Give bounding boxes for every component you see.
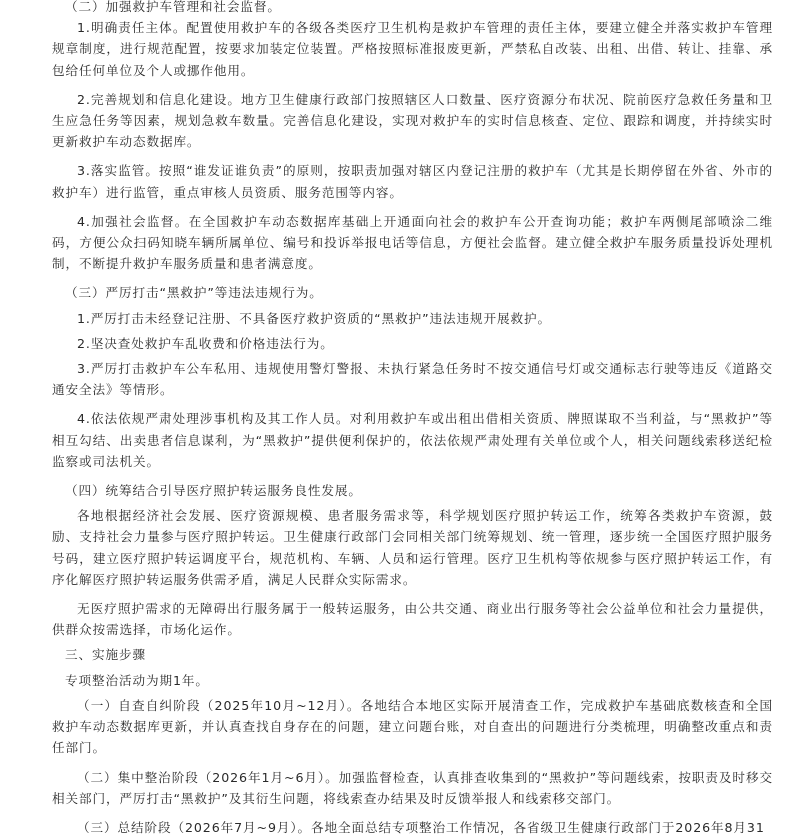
paragraph: 4.依法依规严肃处理涉事机构及其工作人员。对利用救护车或出租出借相关资质、牌照谋取不当利益，与“黑救护”等相互勾结、出卖患者信息谋利，为“黑救护”提供便利保护的，依法依规严肃处理有关单位或个人，相关问题线索移送纪检监察或司法机关。 bbox=[52, 411, 773, 469]
paragraph: 1.严厉打击未经登记注册、不具备医疗救护资质的“黑救护”违法违规开展救护。 bbox=[77, 310, 551, 326]
section-heading: （二）加强救护车管理和社会监督。 bbox=[65, 0, 281, 14]
section-heading: 三、实施步骤 bbox=[65, 647, 146, 663]
paragraph: 专项整治活动为期1年。 bbox=[65, 672, 209, 688]
paragraph: （二）集中整治阶段（2026年1月~6月）。加强监督检查，认真排查收集到的“黑救护”等问题线索，按职责及时移交相关部门，严厉打击“黑救护”及其衍生问题，将线索查办结果及时反馈举报人和线索移交部门。 bbox=[52, 769, 773, 806]
paragraph: 2.坚决查处救护车乱收费和价格违法行为。 bbox=[77, 335, 334, 351]
section-heading: （三）严厉打击“黑救护”等违法违规行为。 bbox=[65, 285, 323, 301]
paragraph: 4.加强社会监督。在全国救护车动态数据库基础上开通面向社会的救护车公开查询功能；救护车两侧尾部喷涂二维码，方便公众扫码知晓车辆所属单位、编号和投诉举报电话等信息，方便社会监督。建立健全救护车服务质量投诉处理机制，不断提升救护车服务质量和患者满意度。 bbox=[52, 213, 773, 272]
paragraph: 1.明确责任主体。配置使用救护车的各级各类医疗卫生机构是救护车管理的责任主体，要建立健全并落实救护车管理规章制度，进行规范配置，按要求加装定位装置。严格按照标准报废更新，严禁私自改装、出租、出借、转让、挂靠、承包给任何单位及个人或挪作他用。 bbox=[52, 20, 773, 78]
section-heading: （四）统筹结合引导医疗照护转运服务良性发展。 bbox=[65, 483, 362, 499]
paragraph: （三）总结阶段（2026年7月~9月）。各地全面总结专项整治工作情况，各省级卫生健康行政部门于2026年8月31 bbox=[77, 819, 765, 835]
paragraph: 3.落实监管。按照“谁发证谁负责”的原则，按职责加强对辖区内登记注册的救护车（尤其是长期停留在外省、外市的救护车）进行监管，重点审核人员资质、服务范围等内容。 bbox=[52, 163, 773, 200]
paragraph: 3.严厉打击救护车公车私用、违规使用警灯警报、未执行紧急任务时不按交通信号灯或交通标志行驶等违反《道路交通安全法》等情形。 bbox=[52, 361, 773, 398]
paragraph: 无医疗照护需求的无障碍出行服务属于一般转运服务，由公共交通、商业出行服务等社会公益单位和社会力量提供，供群众按需选择，市场化运作。 bbox=[52, 601, 773, 638]
paragraph: （一）自查自纠阶段（2025年10月~12月）。各地结合本地区实际开展清查工作，完成救护车基础底数核查和全国救护车动态数据库更新，并认真查找自身存在的问题，建立问题台账，对自查出的问题进行分类梳理，明确整改重点和责任部门。 bbox=[52, 697, 773, 756]
paragraph: 各地根据经济社会发展、医疗资源规模、患者服务需求等，科学规划医疗照护转运工作，统筹各类救护车资源，鼓励、支持社会力量参与医疗照护转运。卫生健康行政部门会同相关部门统筹规划、统一管理，逐步统一全国医疗照护服务号码，建立医疗照护转运调度平台，规范机构、车辆、人员和运行管理。医疗卫生机构等依规参与医疗照护转运工作，有序化解医疗照护转运服务供需矛盾，满足人民群众实际需求。 bbox=[52, 508, 773, 587]
paragraph: 2.完善规划和信息化建设。地方卫生健康行政部门按照辖区人口数量、医疗资源分布状况、院前医疗急救任务量和卫生应急任务等因素，规划急救车数量。完善信息化建设，实现对救护车的实时信息核查、定位、跟踪和调度，并持续实时更新救护车动态数据库。 bbox=[52, 91, 773, 150]
